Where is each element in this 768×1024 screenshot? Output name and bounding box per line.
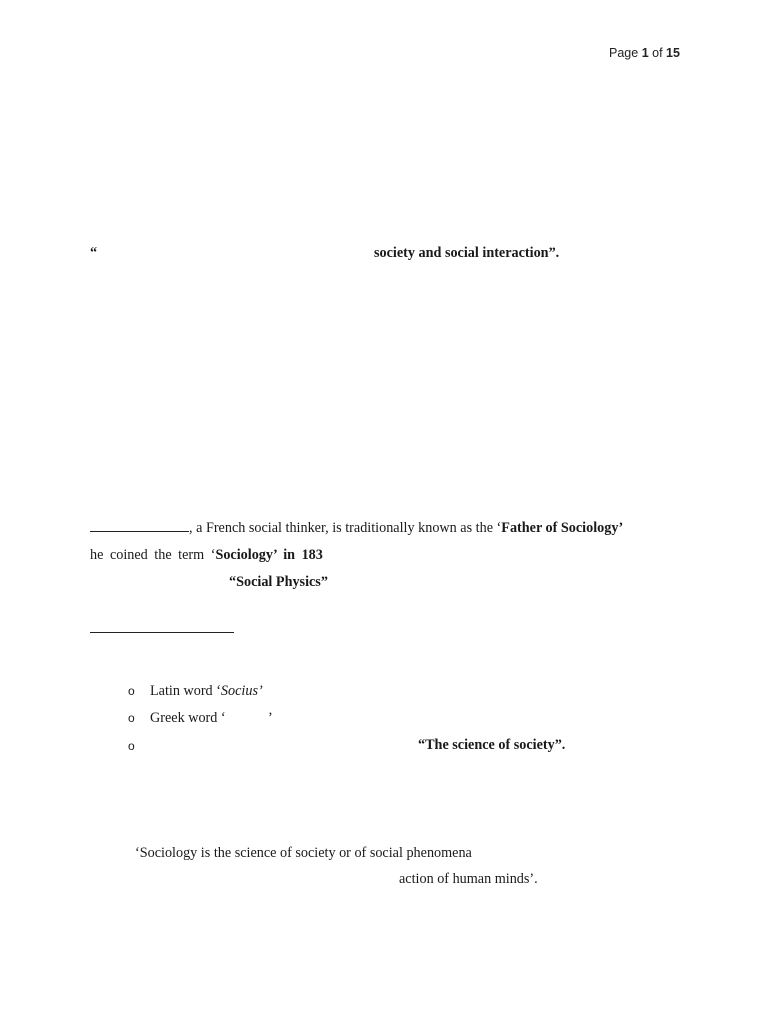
sociology-term-text: Sociology’ in 183 [215, 547, 323, 563]
page-label: Page [609, 46, 639, 60]
fill-in-blank-name [90, 530, 189, 532]
bullet-item-greek [150, 710, 226, 727]
comte-line-1-text: , a French social thinker, is traditionally known as the ‘ [189, 520, 502, 536]
quote-open-mark: “ [90, 245, 98, 261]
bullet-marker-3: o [128, 739, 135, 753]
greek-close-quote: ’ [268, 710, 273, 726]
social-physics-text: “Social Physics” [229, 574, 328, 590]
bullet-marker-2: o [128, 711, 135, 725]
greek-word-text: Greek word ‘ [150, 710, 226, 726]
current-page-number: 1 [641, 46, 649, 60]
socius-text: Socius’ [220, 683, 263, 699]
definition-line-2: action of human minds’. [399, 871, 538, 887]
definition-line-1: ‘Sociology is the science of society or of social phenomena [135, 845, 472, 861]
quote-tail-text: society and social interaction”. [374, 245, 560, 261]
comte-line-2 [90, 547, 323, 564]
father-of-sociology-text: Father of Sociology’ [501, 520, 624, 536]
bullet-marker-1: o [128, 684, 135, 698]
page-of-label: of [652, 46, 663, 60]
latin-word-text: Latin word ‘ [150, 683, 221, 699]
comte-line-2-lead: he coined the term ‘ [90, 547, 216, 563]
heading-underline [90, 632, 234, 633]
comte-line-1 [90, 520, 623, 537]
science-of-society-text: “The science of society”. [418, 737, 566, 753]
bullet-item-latin [150, 683, 263, 700]
total-pages-number: 15 [666, 46, 680, 60]
page-number-header [609, 46, 680, 60]
